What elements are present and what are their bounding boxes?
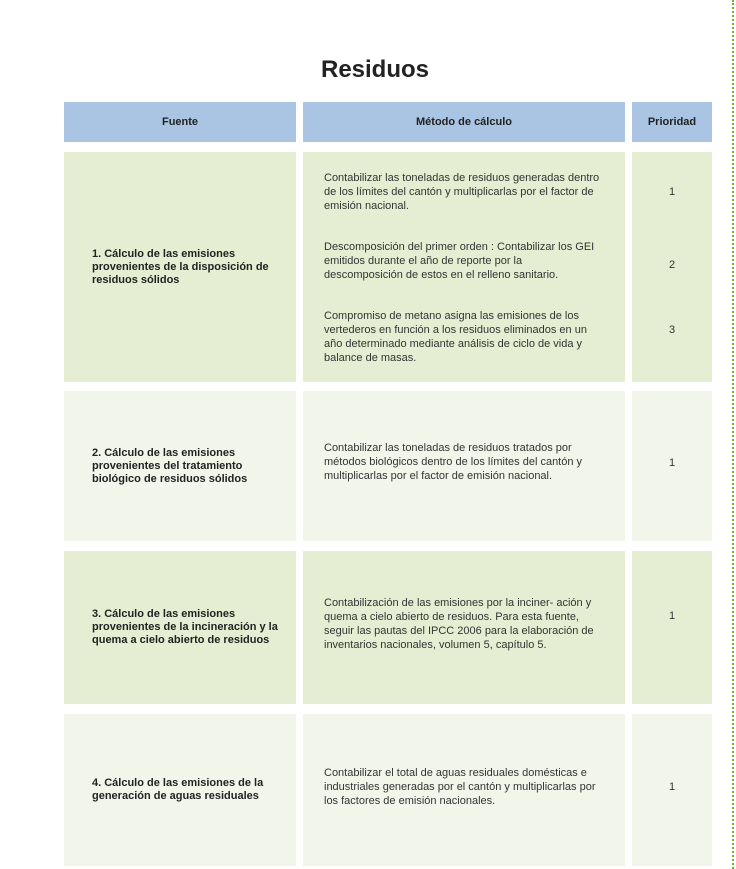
row-3-fuente: [64, 551, 296, 704]
row-2-fuente: [64, 391, 296, 541]
row-3-metodo: [303, 551, 625, 704]
row-4-fuente-text: 4. Cálculo de las emisiones de la generación de aguas residuales: [92, 777, 264, 802]
row-2-prioridad-1: 1: [668, 457, 676, 469]
row-1-prioridad-3: 3: [668, 324, 676, 336]
row-4-metodo-1: Contabilizar el total de aguas residuales domésticas e industriales generadas por el cantón y multiplicarlas por los factores de emisión nacionales.: [324, 767, 596, 807]
page-border-dotted: [732, 0, 734, 869]
row-2-prioridad: [632, 391, 712, 541]
row-1-metodo-3: Compromiso de metano asigna las emisiones de los vertederos en función a los residuos eliminados en un año determinado mediante análisis de ciclo de vida y balance de masas.: [324, 310, 587, 364]
row-1-fuente-text: 1. Cálculo de las emisiones provenientes de la disposición de residuos sólidos: [92, 247, 269, 286]
row-3-prioridad: [632, 551, 712, 704]
row-1-metodo-1: Contabilizar las toneladas de residuos generadas dentro de los límites del cantón y multiplicarlas por el factor de emisión nacional.: [324, 172, 600, 212]
row-1-prioridad: [632, 152, 712, 382]
header-prioridad: Prioridad: [632, 102, 712, 142]
row-4-prioridad: [632, 714, 712, 866]
row-3-prioridad-1: 1: [668, 610, 676, 622]
row-1-metodo-2: Descomposición del primer orden : Contabilizar los GEI emitidos durante el año de reporte por la descomposición de estos en el relleno sanitario.: [324, 241, 595, 281]
header-metodo: Método de cálculo: [303, 102, 625, 142]
row-1-prioridad-2: 2: [668, 259, 676, 271]
page-title: Residuos: [320, 56, 430, 83]
row-4-fuente: [64, 714, 296, 866]
row-4-prioridad-1: 1: [668, 781, 676, 793]
row-1-fuente: [64, 152, 296, 382]
row-2-metodo: [303, 391, 625, 541]
row-3-fuente-text: 3. Cálculo de las emisiones provenientes de la incineración y la quema a cielo abierto de residuos: [92, 608, 278, 646]
row-2-fuente-text: 2. Cálculo de las emisiones provenientes del tratamiento biológico de residuos sólidos: [92, 446, 248, 485]
row-2-metodo-1: Contabilizar las toneladas de residuos tratados por métodos biológicos dentro de los límites del cantón y multiplicarlas por el factor de emisión nacional.: [324, 442, 583, 482]
header-fuente: Fuente: [64, 102, 296, 142]
row-1-prioridad-1: 1: [668, 186, 676, 198]
row-3-metodo-1: Contabilización de las emisiones por la inciner- ación y quema a cielo abierto de residuos. Para esta fuente, seguir las pautas del IPCC 2006 para la elaboración de inventarios nacionales, volumen 5, capítulo 5.: [324, 597, 594, 651]
row-1-metodo: [303, 152, 625, 382]
row-4-metodo: [303, 714, 625, 866]
